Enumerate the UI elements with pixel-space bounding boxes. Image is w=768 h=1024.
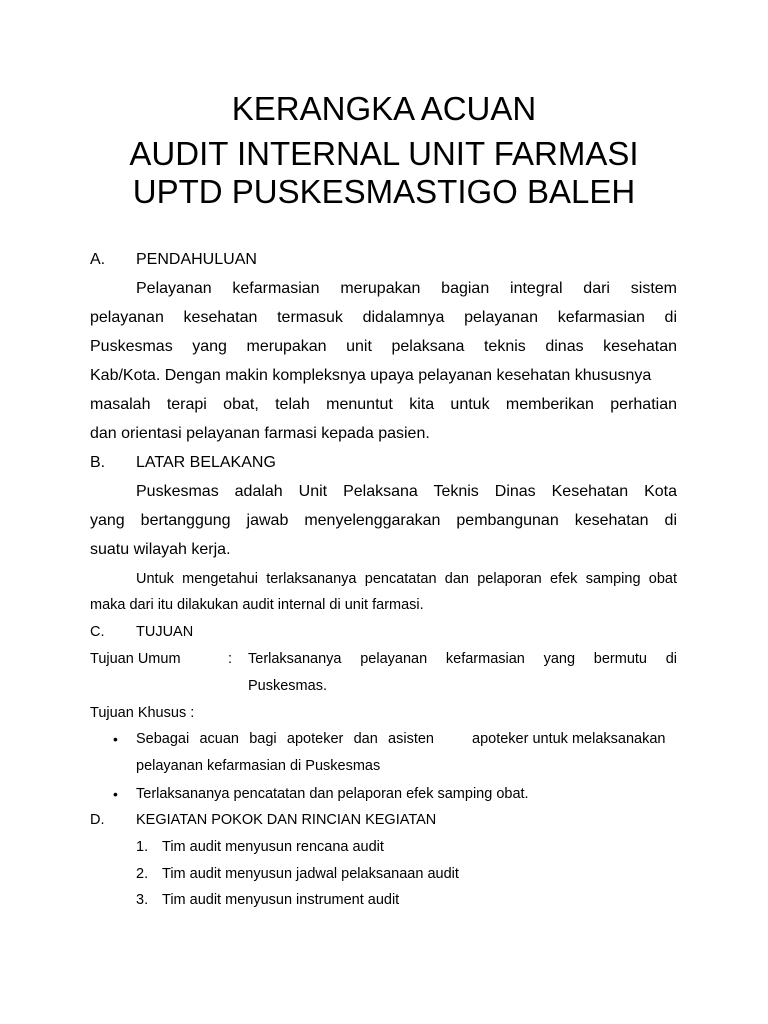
section-d-letter: D. [90,812,105,828]
section-a-letter: A. [90,251,106,268]
section-a-line-3: Puskesmas yang merupakan unit pelaksana teknis dinas kesehatan [90,338,677,355]
bullet-1-line-1b: apoteker untuk melaksanakan [472,731,666,747]
section-b-letter: B. [90,454,106,471]
tujuan-umum-text-1: Terlaksananya pelayanan kefarmasian yang bermutu di [248,651,677,667]
list-item-number-2: 2. [136,866,149,882]
section-b-line-4: Untuk mengetahui terlaksananya pencatatan dan pelaporan efek samping obat [136,571,677,587]
bullet-1-line-2: pelayanan kefarmasian di Puskesmas [136,758,381,774]
tujuan-khusus-label: Tujuan Khusus : [90,705,195,721]
list-item-text-2: Tim audit menyusun jadwal pelaksanaan audit [162,866,459,882]
section-d-heading: KEGIATAN POKOK DAN RINCIAN KEGIATAN [136,812,437,828]
bullet-dot-1: • [113,731,118,747]
list-item-text-1: Tim audit menyusun rencana audit [162,839,384,855]
section-b-line-1: Puskesmas adalah Unit Pelaksana Teknis Dinas Kesehatan Kota [136,483,677,500]
section-a-line-1: Pelayanan kefarmasian merupakan bagian integral dari sistem [136,280,677,297]
section-a-heading: PENDAHULUAN [136,251,257,268]
list-item-text-3: Tim audit menyusun instrument audit [162,892,400,908]
list-item-number-1: 1. [136,839,149,855]
section-a-line-4: Kab/Kota. Dengan makin kompleksnya upaya pelayanan kesehatan khususnya [90,367,652,384]
tujuan-umum-text-2: Puskesmas. [248,678,327,694]
section-b-heading: LATAR BELAKANG [136,454,276,471]
bullet-1-line-1: Sebagai acuan bagi apoteker dan asisten [136,731,434,747]
list-item-number-3: 3. [136,892,149,908]
bullet-2-line-1: Terlaksananya pencatatan dan pelaporan efek samping obat. [136,786,529,802]
section-b-line-3: suatu wilayah kerja. [90,541,231,558]
section-a-line-6: dan orientasi pelayanan farmasi kepada pasien. [90,425,430,442]
bullet-dot-2: • [113,786,118,802]
tujuan-umum-separator: : [228,651,233,667]
tujuan-umum-label: Tujuan Umum [90,651,181,667]
section-b-line-2: yang bertanggung jawab menyelenggarakan pembangunan kesehatan di [90,512,677,529]
doc-title-line-3: UPTD PUSKESMASTIGO BALEH [132,173,636,210]
doc-title-line-1: KERANGKA ACUAN [231,90,537,127]
section-b-line-5: maka dari itu dilakukan audit internal di unit farmasi. [90,597,424,613]
section-c-letter: C. [90,624,105,640]
section-a-line-2: pelayanan kesehatan termasuk didalamnya pelayanan kefarmasian di [90,309,677,326]
section-a-line-5: masalah terapi obat, telah menuntut kita untuk memberikan perhatian [90,396,677,413]
section-c-heading: TUJUAN [136,624,194,640]
doc-title-line-2: AUDIT INTERNAL UNIT FARMASI [129,135,639,172]
